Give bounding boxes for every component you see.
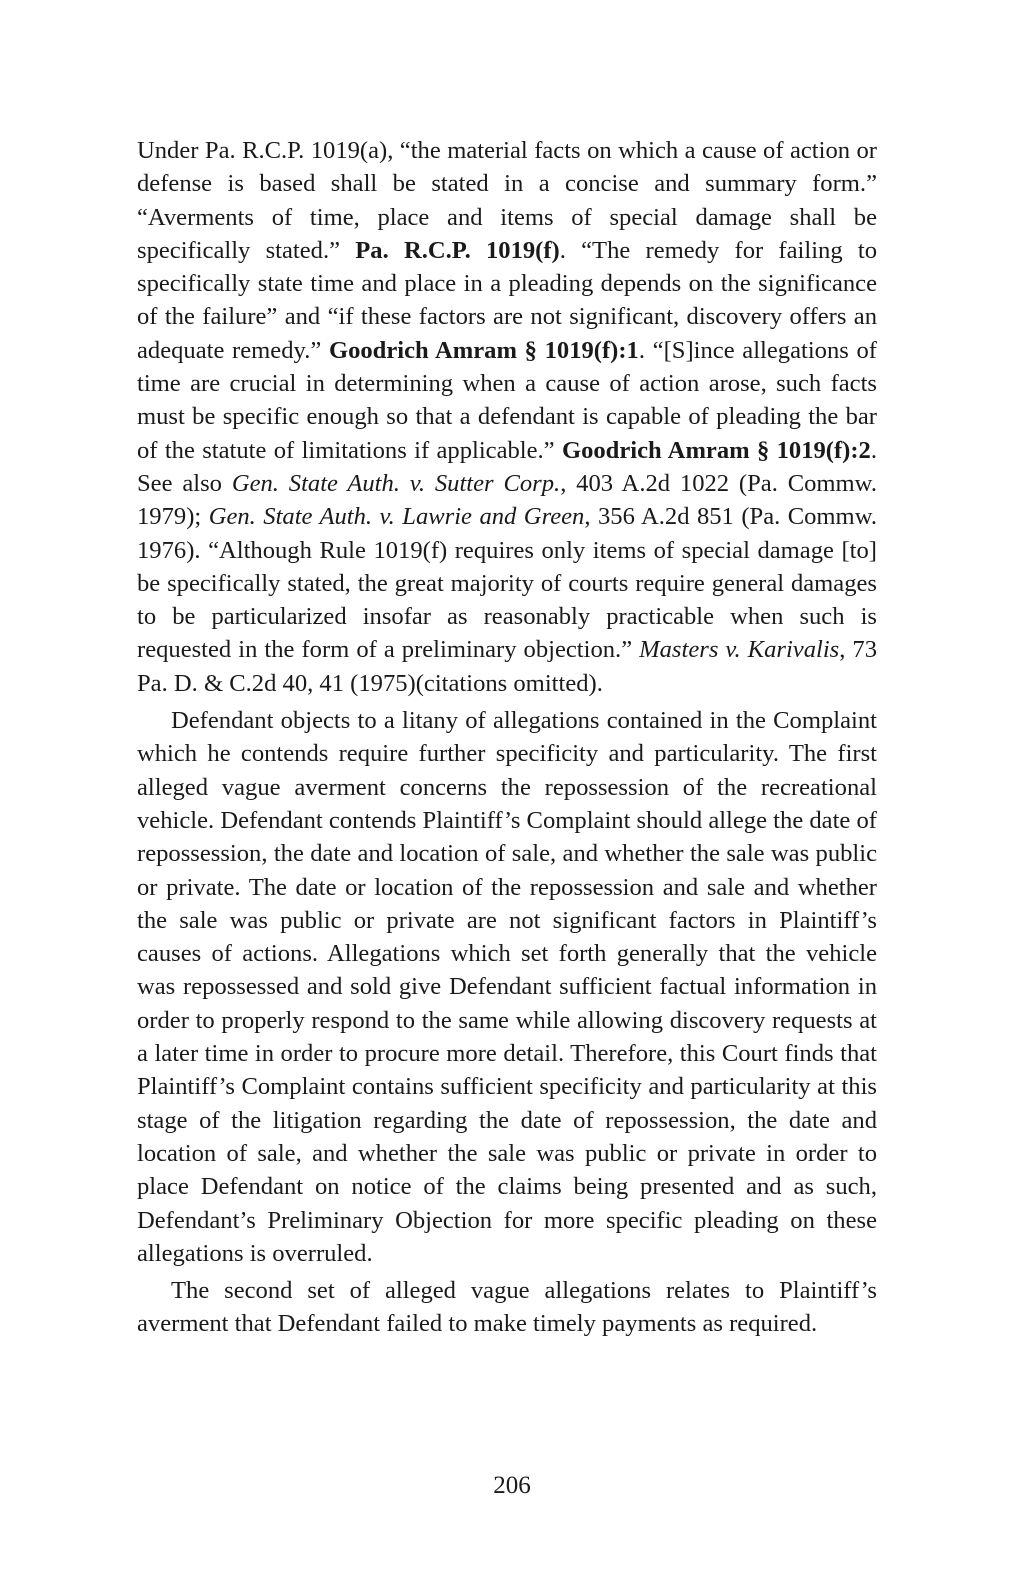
body-paragraph xyxy=(137,704,877,1270)
page-number: 206 xyxy=(493,1472,531,1499)
case-name: Masters v. Karivalis xyxy=(639,636,840,664)
text-run: Defendant objects to a litany of allegations contained in the Complaint which he contends require further specificity and particularity. The first alleged vague averment concerns the repossession of the recreational vehicle. Defendant contends Plaintiff’s Complaint should allege the date of repossession, the date and location of sale, and whether the sale was public or private. The date or location of the repossession and sale and whether the sale was public or private are not significant factors in Plaintiff’s causes of actions. Allegations which set forth generally that the vehicle was repossessed and sold give Defendant sufficient factual information in order to properly respond to the same while allowing discovery requests at a later time in order to procure more detail. Therefore, this Court finds that Plaintiff’s Complaint contains sufficient specificity and particularity at this stage of the litigation regarding the date of repossession, the date and location of sale, and whether the sale was public or private in order to place Defendant on notice of the claims being presented and as such, Defendant’s Preliminary Objection for more specific pleading on these allegations is overruled. xyxy=(137,707,877,1267)
body-paragraph xyxy=(137,1274,877,1341)
text-run: Under Pa. R.C.P. 1019(a), “the material facts on which a cause of action or defense is based shall be stated in a concise and summary form.” “Averments of time, place and items of special damage shall be specifically stated.” xyxy=(137,137,877,264)
text-run: The second set of alleged vague allegations relates to Plaintiff’s averment that Defendant failed to make timely payments as required. xyxy=(137,1277,877,1338)
text-run: , 403 A.2d 1022 (Pa. Commw. 1979); xyxy=(137,469,877,531)
text-run: , 73 Pa. D. & C.2d 40, 41 (1975)(citations omitted). xyxy=(137,636,878,697)
text-run: . See also xyxy=(137,436,878,497)
text-run: . “[S]ince allegations of time are crucial in determining when a cause of action arose, such facts must be specific enough so that a defendant is capable of pleading the bar of the statute of limitations if applicable.” xyxy=(137,336,877,464)
text-run: . “The remedy for failing to specifically state time and place in a pleading depends on the significance of the failure” and “if these factors are not significant, discovery offers an adequate remedy.” xyxy=(137,236,878,364)
case-name: Gen. State Auth. v. Sutter Corp. xyxy=(231,469,561,497)
body-paragraph xyxy=(137,134,877,700)
citation-bold: Goodrich Amram § 1019(f):2 xyxy=(561,436,871,464)
document-body xyxy=(137,134,877,1341)
citation-bold: Pa. R.C.P. 1019(f) xyxy=(355,236,560,264)
document-page xyxy=(137,134,877,1341)
text-run: , 356 A.2d 851 (Pa. Commw. 1976). “Although Rule 1019(f) requires only items of special damage [to] be specifically stated, the great majority of courts require general damages to be particularized insofar as reasonably practicable when such is requested in the form of a preliminary objection.” xyxy=(137,503,878,664)
case-name: Gen. State Auth. v. Lawrie and Green xyxy=(208,503,585,531)
citation-bold: Goodrich Amram § 1019(f):1 xyxy=(328,336,639,364)
